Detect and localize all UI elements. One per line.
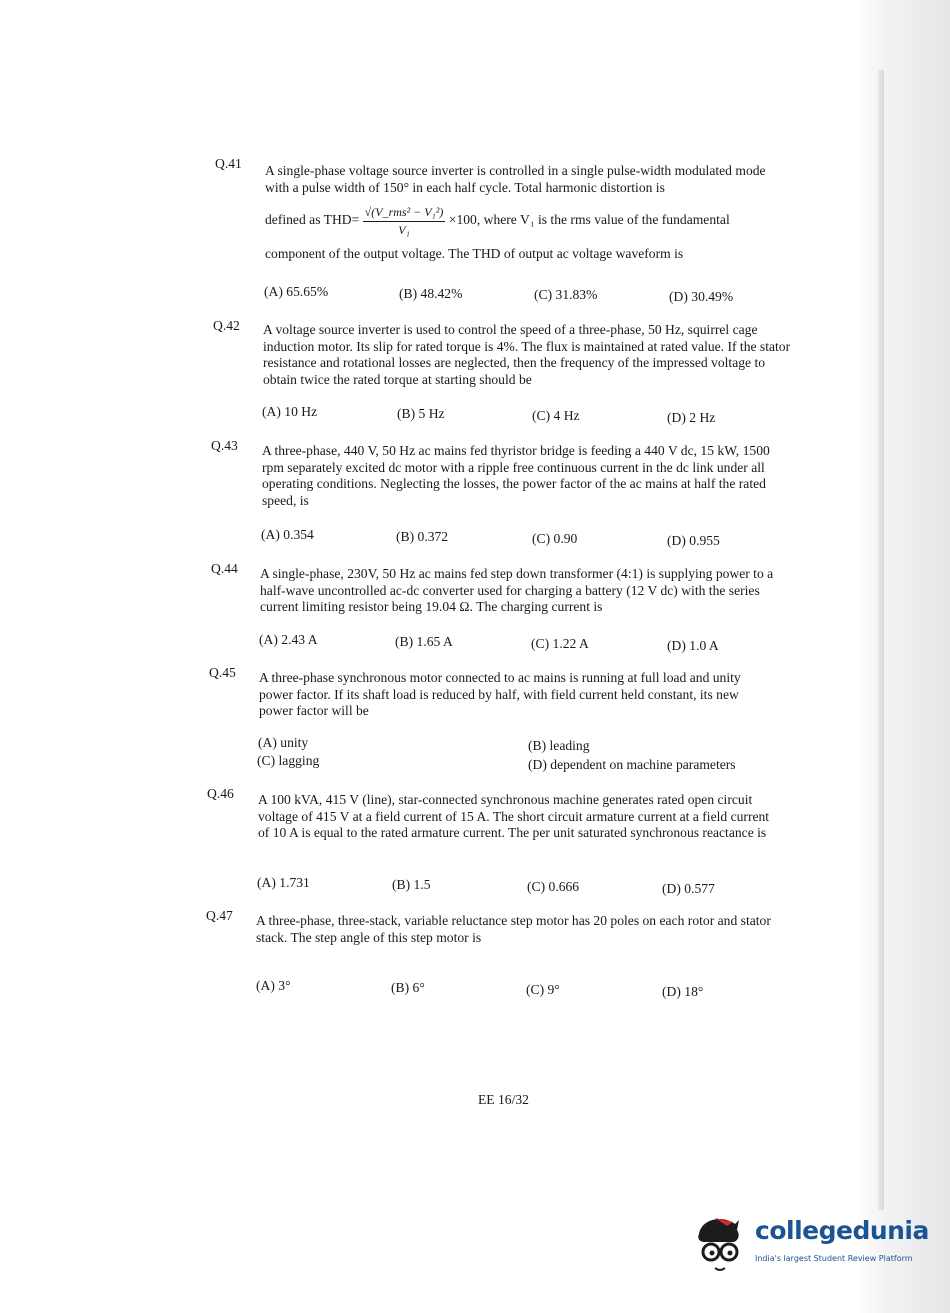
- option-b[interactable]: (B) 5 Hz: [397, 406, 445, 421]
- question-formula-line: [265, 204, 793, 238]
- question-number: Q.42: [213, 318, 240, 333]
- option-a[interactable]: (A) 0.354: [261, 527, 314, 542]
- fraction-denominator: V₁: [398, 222, 410, 237]
- question-text: A three-phase, 440 V, 50 Hz ac mains fed thyristor bridge is feeding a 440 V dc, 15 kW, 1500 rpm separately excited dc motor with a ripple free continuous current in the dc link under all operating conditions. Neglecting the losses, the power factor of the ac mains at half the rated speed, is: [262, 443, 770, 508]
- option-c[interactable]: (C) 9°: [526, 982, 560, 997]
- option-d[interactable]: (D) 1.0 A: [667, 638, 719, 653]
- question-number: Q.46: [207, 786, 234, 801]
- question-text: A three-phase, three-stack, variable reluctance step motor has 20 poles on each rotor and stator stack. The step angle of this step motor is: [256, 913, 771, 945]
- question-number: Q.45: [209, 665, 236, 680]
- option-d[interactable]: (D) 2 Hz: [667, 410, 716, 425]
- option-a[interactable]: (A) 2.43 A: [259, 632, 318, 647]
- question-text: A single-phase voltage source inverter is controlled in a single pulse-width modulated mode with a pulse width of 150° in each half cycle. Total harmonic distortion is: [265, 163, 766, 195]
- question-text: A 100 kVA, 415 V (line), star-connected synchronous machine generates rated open circuit voltage of 415 V at a field current of 15 A. The short circuit armature current at a field current of 10 A is equal to the rated armature current. The per unit saturated synchronous reactance is: [258, 792, 770, 840]
- option-c[interactable]: (C) 1.22 A: [531, 636, 589, 651]
- option-b[interactable]: (B) 48.42%: [399, 286, 463, 301]
- question-text-continued: component of the output voltage. The THD of output ac voltage waveform is: [265, 246, 684, 261]
- logo-brand-name: collegedunia: [755, 1216, 929, 1245]
- option-b[interactable]: (B) 0.372: [396, 529, 449, 544]
- option-d[interactable]: (D) dependent on machine parameters: [528, 757, 736, 772]
- question-number: Q.41: [215, 156, 242, 171]
- mascot-icon: [693, 1212, 753, 1276]
- option-d[interactable]: (D) 0.577: [662, 881, 715, 896]
- option-a[interactable]: (A) 10 Hz: [262, 404, 318, 419]
- option-b[interactable]: (B) 1.65 A: [395, 634, 453, 649]
- question-text: A single-phase, 230V, 50 Hz ac mains fed step down transformer (4:1) is supplying power to a half-wave uncontrolled ac-dc converter used for charging a battery (12 V dc) with the series current limiting resistor being 19.04 Ω. The charging current is: [260, 566, 774, 614]
- option-c[interactable]: (C) lagging: [257, 753, 320, 768]
- option-c[interactable]: (C) 0.666: [527, 879, 580, 894]
- page-footer: EE 16/32: [478, 1092, 529, 1107]
- option-b[interactable]: (B) leading: [528, 738, 590, 753]
- formula-prefix: defined as THD=: [265, 212, 360, 228]
- collegedunia-logo[interactable]: [693, 1212, 929, 1282]
- fraction-numerator: √(V_rms² − V₁²): [363, 204, 446, 222]
- logo-tagline: India's largest Student Review Platform: [755, 1254, 913, 1263]
- question-text: A three-phase synchronous motor connected to ac mains is running at full load and unity power factor. If its shaft load is reduced by half, with field current held constant, its new power factor will be: [259, 670, 741, 718]
- question-number: Q.43: [211, 438, 238, 453]
- formula-suffix: ×100, where V₁ is the rms value of the fundamental: [448, 212, 730, 228]
- question-number: Q.47: [206, 908, 233, 923]
- option-c[interactable]: (C) 4 Hz: [532, 408, 580, 423]
- option-c[interactable]: (C) 31.83%: [534, 287, 598, 302]
- option-d[interactable]: (D) 0.955: [667, 533, 720, 548]
- option-d[interactable]: (D) 18°: [662, 984, 704, 999]
- option-a[interactable]: (A) 3°: [256, 978, 291, 993]
- option-a[interactable]: (A) unity: [258, 735, 309, 750]
- option-b[interactable]: (B) 1.5: [392, 877, 431, 892]
- thd-fraction: [363, 204, 446, 238]
- question-text: A voltage source inverter is used to control the speed of a three-phase, 50 Hz, squirrel cage induction motor. Its slip for rated torque is 4%. The flux is maintained at rated value. If the stator resistance and rotational losses are neglected, then the frequency of the impressed voltage to obtain twice the rated torque at starting should be: [263, 322, 791, 387]
- option-c[interactable]: (C) 0.90: [532, 531, 578, 546]
- option-d[interactable]: (D) 30.49%: [669, 289, 734, 304]
- option-a[interactable]: (A) 65.65%: [264, 284, 329, 299]
- option-a[interactable]: (A) 1.731: [257, 875, 310, 890]
- question-number: Q.44: [211, 561, 238, 576]
- page-edge-shadow: [878, 70, 884, 1210]
- option-b[interactable]: (B) 6°: [391, 980, 425, 995]
